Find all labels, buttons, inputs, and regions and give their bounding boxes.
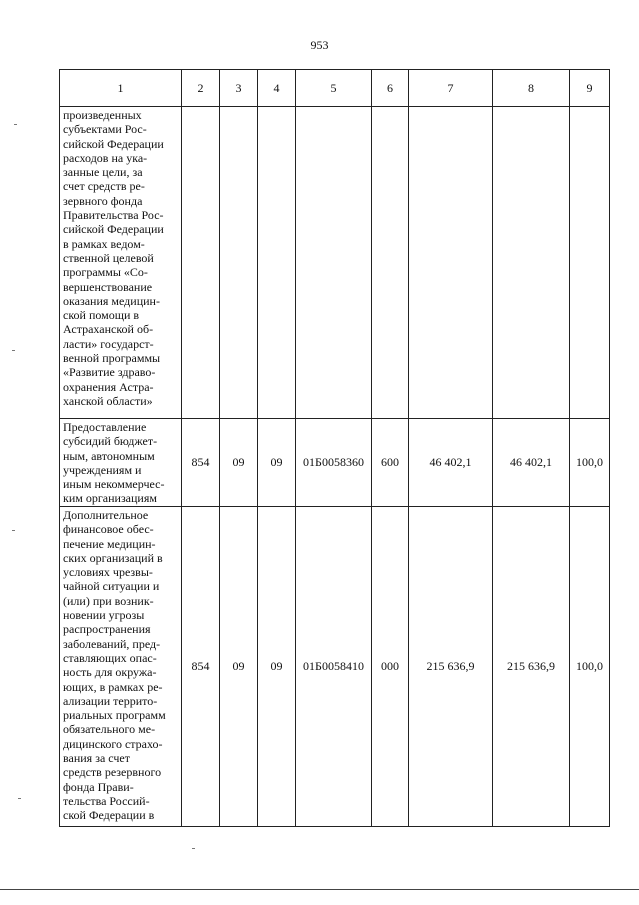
row-description: Дополнительное финансовое обес- печение медицин- ских организаций в условиях чрезвы- чайной ситуации и (или) при возник- новении угрозы распространения заболеваний, пред- ставляющих опас- ность для окружа- ющих, в рамках ре- ализации террито- риальных программ обязательного ме- дицинского страхо- вания за счет средств резервного фонда Прави- тельства Россий- ской Федерации в — [60, 507, 182, 827]
table-row — [60, 507, 610, 827]
header-cell-1: 1 — [60, 70, 182, 107]
cell-subsection: 09 — [258, 507, 296, 827]
cell-expense-type: 000 — [372, 507, 409, 827]
cell-amount-planned — [409, 107, 493, 419]
cell-expense-type — [372, 107, 409, 419]
cell-admin-code: 854 — [182, 507, 220, 827]
cell-amount-executed: 215 636,9 — [493, 507, 570, 827]
cell-percent: 100,0 — [570, 507, 610, 827]
header-cell-3: 3 — [220, 70, 258, 107]
header-cell-2: 2 — [182, 70, 220, 107]
page-number: 953 — [310, 38, 329, 52]
scan-speck — [12, 530, 15, 531]
row-description: Предоставление субсидий бюджет- ным, автономным учреждениям и иным некоммерчес- ким организациям — [60, 419, 182, 507]
header-cell-5: 5 — [296, 70, 372, 107]
cell-percent: 100,0 — [570, 419, 610, 507]
table-header-row — [60, 70, 610, 107]
cell-amount-planned: 46 402,1 — [409, 419, 493, 507]
header-cell-6: 6 — [372, 70, 409, 107]
header-cell-9: 9 — [570, 70, 610, 107]
cell-admin-code — [182, 107, 220, 419]
table-row — [60, 107, 610, 419]
scan-speck — [12, 350, 15, 351]
header-cell-7: 7 — [409, 70, 493, 107]
header-cell-4: 4 — [258, 70, 296, 107]
cell-section: 09 — [220, 507, 258, 827]
budget-table — [59, 69, 610, 827]
header-cell-8: 8 — [493, 70, 570, 107]
cell-subsection — [258, 107, 296, 419]
table-row — [60, 419, 610, 507]
cell-subsection: 09 — [258, 419, 296, 507]
cell-amount-executed — [493, 107, 570, 419]
cell-expense-type: 600 — [372, 419, 409, 507]
cell-amount-executed: 46 402,1 — [493, 419, 570, 507]
cell-target-article: 01Б0058360 — [296, 419, 372, 507]
cell-admin-code: 854 — [182, 419, 220, 507]
scan-speck — [18, 798, 21, 799]
scan-bottom-edge — [0, 889, 639, 890]
cell-target-article: 01Б0058410 — [296, 507, 372, 827]
cell-section: 09 — [220, 419, 258, 507]
row-description: произведенных субъектами Рос- сийской Федерации расходов на ука- занные цели, за счет средств ре- зервного фонда Правительства Рос- сийской Федерации в рамках ведом- ственной целевой программы «Со- вершенствование оказания медицин- ской помощи в Астраханской об- ласти» государст- венной программы «Развитие здраво- охранения Астра- ханской области» — [60, 107, 182, 419]
cell-percent — [570, 107, 610, 419]
scan-speck — [192, 848, 195, 849]
cell-target-article — [296, 107, 372, 419]
scan-speck — [14, 124, 17, 125]
cell-amount-planned: 215 636,9 — [409, 507, 493, 827]
cell-section — [220, 107, 258, 419]
